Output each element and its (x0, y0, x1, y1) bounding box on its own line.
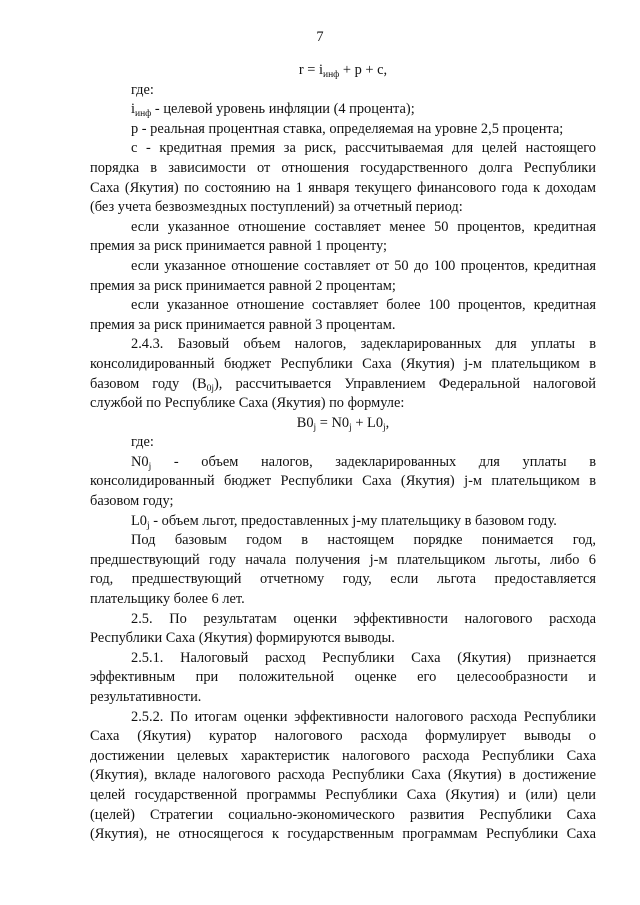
premium-case-2: если указанное отношение составляет от 50 до 100 процентов, кредитная премия за риск принимается равной 2 процентам; (90, 257, 596, 294)
n0-definition: $N0_j$ - объем налогов, задекларированных для уплаты в консолидированный бюджет Республики Саха (Якутия) j-м плательщиком в базовом году; (90, 453, 596, 510)
section-2-5-1: 2.5.1. Налоговый расход Республики Саха (Якутия) признается эффективным при положительной оценке его целесообразности и результативности. (90, 649, 596, 705)
section-2-4-3: 2.4.3. Базовый объем налогов, задекларированных для уплаты в консолидированный бюджет Республики Саха (Якутия) j-м плательщиком в базовом году $(B_{0j})$, рассчитывается Управлением Федеральной налоговой службой по Республике Саха (Якутия) по формуле: (90, 336, 597, 412)
premium-case-3: если указанное отношение составляет более 100 процентов, кредитная премия за риск принимается равной 3 процентам. (90, 297, 596, 333)
base-tax-formula: $B0_j = N0_j + L0_j$, (296, 414, 390, 433)
document-body (90, 61, 596, 845)
section-2-5-2: 2.5.2. По итогам оценки эффективности налогового расхода Республики Саха (Якутия) куратор налогового расхода формулирует выводы о достижении целевых характеристик налогового расхода Республики Саха (Якутия), вкладе налогового расхода Республики Саха (Якутия) в достижение целей государственной программы Республики Саха (Якутия) и (или) цели (целей) Стратегии социально-экономического развития Республики Саха (Якутия), не относящегося к государственным программам Республики Саха (90, 708, 596, 843)
credit-premium-definition: с - кредитная премия за риск, рассчитываемая для целей настоящего порядка в зависимости от отношения государственного долга Республики Саха (Якутия) по состоянию на 1 января текущего финансового года к доходам (без учета безвозмездных поступлений) за отчетный период: (90, 140, 596, 216)
inflation-definition: $i_{инф}$ - целевой уровень инфляции (4 процента); (131, 101, 415, 120)
l0-definition: $L0_j$ - объем льгот, предоставленных j-му плательщику в базовом году. (131, 512, 557, 531)
premium-case-1: если указанное отношение составляет менее 50 процентов, кредитная премия за риск принимается равной 1 проценту; (90, 218, 596, 255)
base-year-definition: Под базовым годом в настоящем порядке понимается год, предшествующий году начала получения j-м плательщиком льготы, либо 6 год, предшествующий отчетному году, если льгота предоставляется плательщику более 6 лет. (90, 532, 596, 608)
where-label: где: (131, 81, 154, 98)
page-number: 7 (316, 29, 324, 45)
section-2-5: 2.5. По результатам оценки эффективности налогового расхода Республики Саха (Якутия) формируются выводы. (90, 610, 596, 647)
where-label-2: где: (131, 434, 154, 451)
real-rate-definition: р - реальная процентная ставка, определяемая на уровне 2,5 процента; (131, 120, 564, 137)
inflation-rate-formula: $r = i_{инф} + p + c$, (298, 62, 388, 80)
